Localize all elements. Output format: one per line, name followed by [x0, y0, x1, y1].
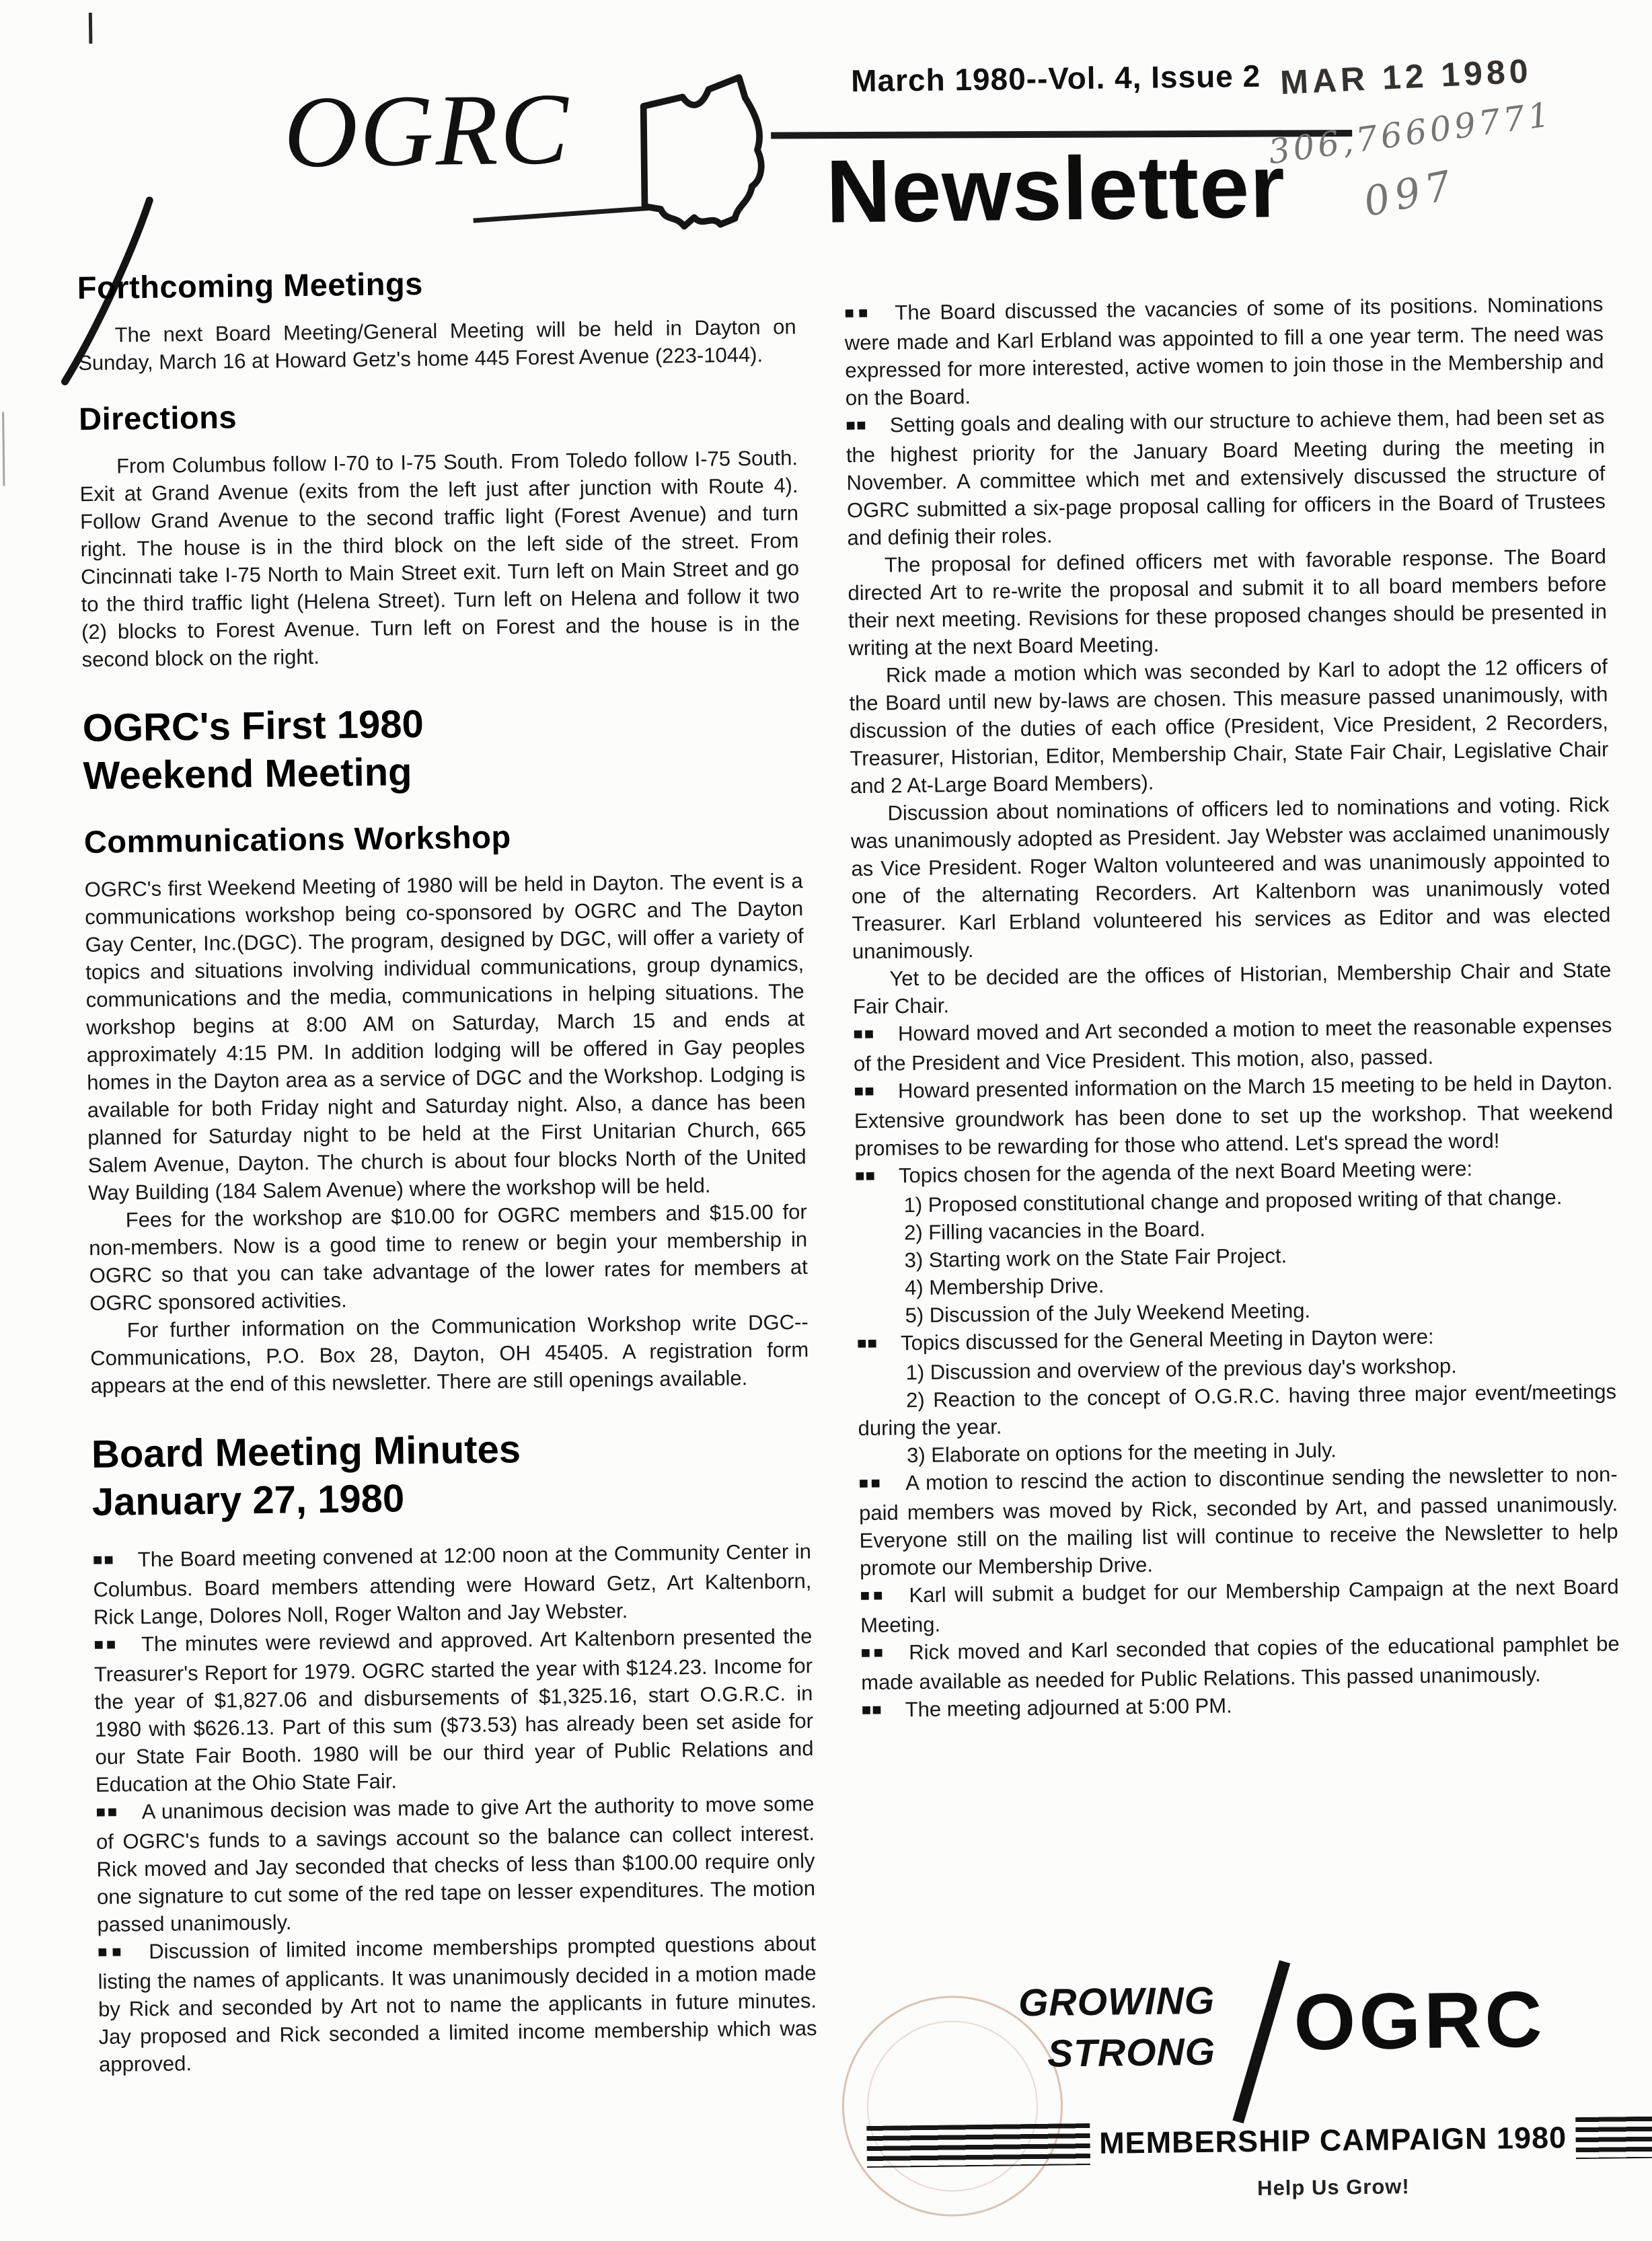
heading-line: Weekend Meeting — [83, 750, 412, 798]
paragraph: Discussion about nominations of officers led to nominations and voting. Rick was unanimously adopted as President. Jay Webster was acclaimed unanimously as Vice President. Roger Walton volunteered and was unanimously appointed to one of the alternating Recorders. Art Kaltenborn was unanimously voted Treasurer. Karl Erbland volunteered his services as Editor and was elected unanimously. — [850, 792, 1611, 964]
paragraph: The next Board Meeting/General Meeting will be held in Dayton on Sunday, March 16 at Howard Getz's home 445 Forest Avenue (223-1044). — [77, 315, 796, 375]
campaign-title: MEMBERSHIP CAMPAIGN 1980 — [1098, 2120, 1567, 2160]
bullet-paragraph — [858, 1460, 1618, 1582]
heading-line: OGRC's First 1980 — [82, 701, 424, 751]
square-bullet-icon: ■■ — [856, 1334, 878, 1353]
square-bullet-icon: ■■ — [92, 1550, 115, 1570]
square-bullet-icon: ■■ — [93, 1635, 119, 1655]
bullet-paragraph — [853, 1011, 1612, 1077]
bullet-paragraph — [860, 1630, 1620, 1696]
paragraph-text: The minutes were reviewd and approved. Art Kaltenborn presented the Treasurer's Report for 1979. OGRC started the year with $124.23. Income for the year of $1,827.06 and disbursements of $1,325.16, start O.G.R.C. in 1980 with $626.13. Part of this sum ($73.53) has already been set aside for our State Fair Booth. 1980 will be our third year of Public Relations and Education at the Ohio State Fair. — [93, 1624, 814, 1797]
ogrc-wordmark: OGRC — [1293, 1975, 1546, 2067]
paragraph: The proposal for defined officers met with favorable response. The Board directed Art to re-write the proposal and submit it to all board members before their next meeting. Revisions for these proposed changes should be presented in writing at the next Board Meeting. — [848, 544, 1608, 660]
paragraph: For further information on the Communication Workshop write DGC--Communications, P.O. Box 28, Dayton, OH 45405. A registration form appears at the end of this newsletter. There are still openings available. — [90, 1310, 809, 1398]
slash-mark — [1232, 1960, 1290, 2123]
square-bullet-icon: ■■ — [858, 1474, 883, 1493]
bullet-paragraph — [854, 1068, 1613, 1162]
bullet-paragraph — [846, 402, 1606, 552]
bullet-paragraph — [96, 1790, 815, 1938]
heading-line: Board Meeting Minutes — [91, 1427, 521, 1477]
left-column — [77, 262, 818, 2078]
strong-label: STRONG — [1047, 2030, 1216, 2076]
section-title-directions: Directions — [78, 399, 237, 437]
stripe-bar-left — [866, 2123, 1090, 2168]
stripe-bar-right — [1575, 2117, 1652, 2160]
paragraph-text: A unanimous decision was made to give Art the authority to move some of OGRC's funds to a savings account so the balance can collect interest. Rick moved and Jay seconded that checks of less than $100.00 require only one signature to cut some of the red tape on lesser expenditures. The motion passed unanimously. — [96, 1791, 816, 1936]
section-title-forthcoming-meetings: Forthcoming Meetings — [77, 265, 424, 306]
membership-campaign-logo — [859, 1948, 1636, 2240]
paragraph: Yet to be decided are the offices of Historian, Membership Chair and State Fair Chair. — [852, 958, 1612, 1019]
issue-line: March 1980--Vol. 4, Issue 2 — [850, 58, 1261, 99]
section-title-communications-workshop: Communications Workshop — [83, 819, 511, 860]
bullet-paragraph — [860, 1572, 1619, 1639]
paragraph-text: A motion to rescind the action to discontinue sending the newsletter to non-paid members was moved by Rick, seconded by Art, and passed unanimously. Everyone still on the mailing list will continue to receive the Newsletter to help promote our Membership Drive. — [858, 1462, 1618, 1581]
list-item: 1) Discussion and overview of the previous day's workshop. — [905, 1354, 1457, 1385]
list-item: 2) Reaction to the concept of O.G.R.C. having three major event/meetings during the year. — [858, 1379, 1617, 1441]
paragraph: Rick made a motion which was seconded by Karl to adopt the 12 officers of the Board until new by-laws are chosen. This measure passed unanimously, with discussion of the duties of each office (President, Vice President, 2 Recorders, Treasurer, Historian, Editor, Membership Chair, State Fair Chair, Legislative Chair and 2 At-Large Board Members). — [849, 654, 1609, 798]
growing-label: GROWING — [1018, 1979, 1215, 2025]
section-title-weekend-meeting — [82, 695, 802, 800]
handwritten-code: 097 — [1359, 161, 1461, 227]
list-item: 2) Filling vacancies in the Board. — [903, 1217, 1206, 1245]
bullet-paragraph — [844, 290, 1604, 412]
paragraph-text: Howard presented information on the March 15 meeting to be held in Dayton. Extensive groundwork has been done to set up the workshop. That weekend promises to be rewarding for those who attend. Let's spread the word! — [854, 1070, 1614, 1161]
square-bullet-icon: ■■ — [96, 1802, 119, 1822]
square-bullet-icon: ■■ — [844, 303, 872, 323]
list-item: 5) Discussion of the July Weekend Meeting. — [905, 1298, 1311, 1328]
list-item: 4) Membership Drive. — [904, 1273, 1104, 1300]
edge-mark-left — [2, 412, 5, 486]
paragraph-text: Karl will submit a budget for our Membership Campaign at the next Board Meeting. — [860, 1574, 1619, 1638]
paragraph-text: Topics chosen for the agenda of the next Board Meeting were: — [898, 1156, 1473, 1188]
square-bullet-icon: ■■ — [861, 1700, 883, 1720]
list-item: 3) Starting work on the State Fair Project. — [904, 1244, 1287, 1273]
paragraph-text: Rick moved and Karl seconded that copies of the educational pamphlet be made available as needed for Public Relations. This passed unanimously. — [861, 1632, 1620, 1695]
list-item: 3) Elaborate on options for the meeting in July. — [906, 1438, 1337, 1468]
paragraph: From Columbus follow I-70 to I-75 South. From Toledo follow I-75 South. Exit at Grand Avenue (exits from the left just after junction with Route 4). Follow Grand Avenue to the second traffic light (Forest Avenue) and turn right. The house is in the third block on the left side of the street. From Cincinnati take I-75 North to Main Street exit. Turn left on Main Street and go to the third traffic light (Helena Street). Turn left on Helena and follow it two (2) blocks to Forest Avenue. Turn left on Forest and the house is in the second block on the right. — [79, 446, 800, 672]
paragraph-text: The Board discussed the vacancies of some of its positions. Nominations were made and Karl Erbland was appointed to fill a one year term. The need was expressed for more interested, active women to join those in the Membership and on the Board. — [844, 292, 1604, 410]
square-bullet-icon: ■■ — [860, 1643, 887, 1663]
paragraph-text: The Board meeting convened at 12:00 noon at the Community Center in Columbus. Board members attending were Howard Getz, Art Kaltenborn, Rick Lange, Dolores Noll, Roger Walton and Jay Webster. — [93, 1539, 812, 1630]
paragraph-text: Topics discussed for the General Meeting in Dayton were: — [900, 1324, 1434, 1355]
org-logo-text: OGRC — [283, 72, 571, 189]
handwritten-number: 306,76609771 — [1266, 94, 1555, 172]
square-bullet-icon: ■■ — [97, 1942, 126, 1961]
square-bullet-icon: ■■ — [853, 1024, 876, 1044]
paragraph-text: Setting goals and dealing with our structure to achieve them, had been set as the highest priority for the January Board Meeting during the meeting in November. A committee which met and extensively discussed the structure of OGRC submitted a six-page proposal calling for officers in the Board of Trustees and definig their roles. — [846, 404, 1606, 550]
bullet-paragraph — [93, 1622, 814, 1798]
paragraph: Fees for the workshop are $10.00 for OGRC members and $15.00 for non-members. Now is a good time to renew or begin your membership in OGRC so that you can take advantage of the lower rates for members at OGRC sponsored activities. — [89, 1200, 808, 1316]
bullet-paragraph — [93, 1537, 812, 1631]
newsletter-title: Newsletter — [825, 137, 1286, 242]
square-bullet-icon: ■■ — [860, 1586, 887, 1605]
growing-strong-text — [967, 1975, 1216, 2080]
ohio-state-icon — [624, 70, 772, 232]
campaign-tagline: Help Us Grow! — [1256, 2174, 1410, 2200]
paragraph-text: Discussion of limited income memberships prompted questions about listing the names of applicants. It was unanimously decided in a motion made by Rick and seconded by Art not to name the applicants in future minutes. Jay proposed and Rick seconded a limited income membership which was approved. — [98, 1931, 817, 2076]
paragraph: OGRC's first Weekend Meeting of 1980 will be held in Dayton. The event is a communications workshop being co-sponsored by OGRC and The Dayton Gay Center, Inc.(DGC). The program, designed by DGC, will offer a variety of topics and situations involving individual communications, group dynamics, communications and the media, communications in helping situations. The workshop begins at 8:00 AM on Saturday, March 15 and ends at approximately 4:15 PM. In addition lodging will be offered in Gay peoples homes in the Dayton area as a service of DGC and the Workshop. Lodging is available for both Friday night and Saturday night. Also, a dance has been planned for Saturday night to be held at the First Unitarian Church, 665 Salem Avenue, Dayton. The church is about four blocks North of the United Way Building (184 Salem Avenue) where the workshop will be held. — [84, 869, 806, 1205]
list-item: 1) Proposed constitutional change and proposed writing of that change. — [903, 1185, 1563, 1217]
paragraph-text: Howard moved and Art seconded a motion to meet the reasonable expenses of the President and Vice President. This motion, also, passed. — [853, 1013, 1612, 1076]
right-column — [844, 290, 1620, 1726]
square-bullet-icon: ■■ — [854, 1081, 876, 1101]
square-bullet-icon: ■■ — [854, 1166, 876, 1186]
section-title-board-minutes — [91, 1422, 811, 1526]
heading-line: January 27, 1980 — [91, 1476, 405, 1525]
square-bullet-icon: ■■ — [846, 416, 867, 435]
received-date-stamp: MAR 12 1980 — [1279, 52, 1533, 102]
bullet-paragraph — [98, 1930, 817, 2078]
paragraph-text: The meeting adjourned at 5:00 PM. — [905, 1694, 1232, 1722]
